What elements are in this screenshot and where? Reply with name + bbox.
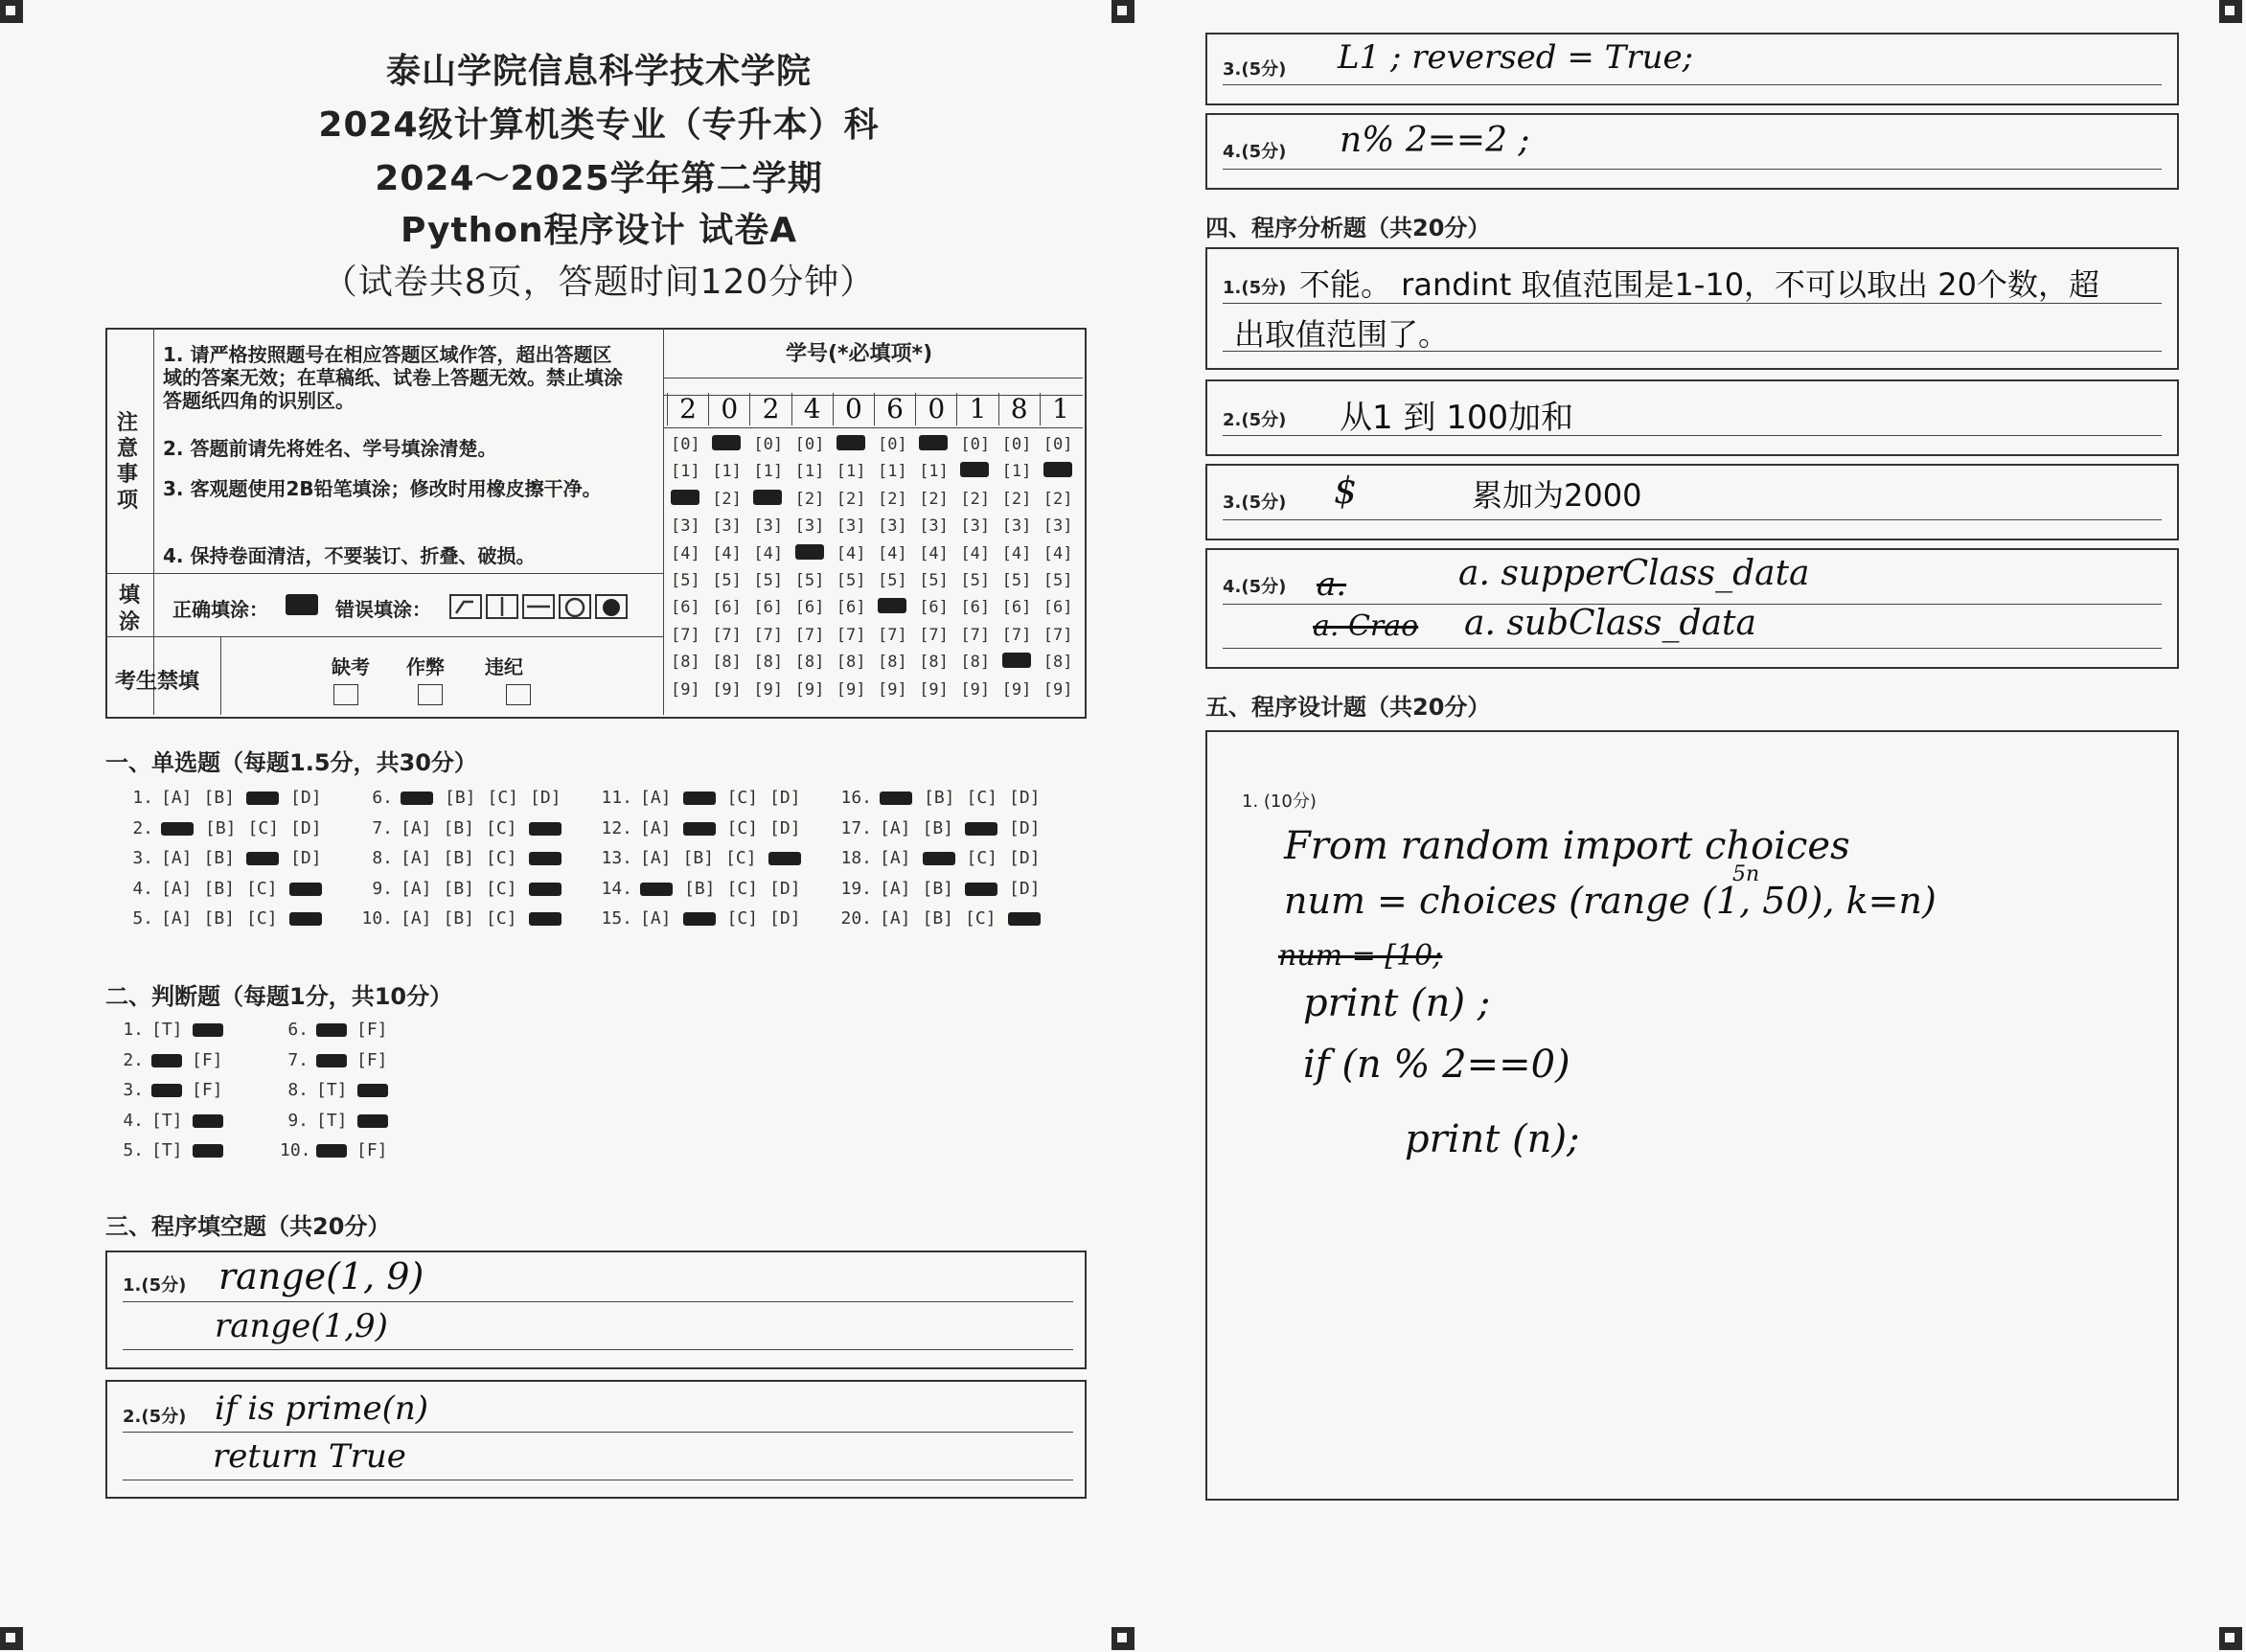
student-id-bubble[interactable]: [7] xyxy=(878,625,907,645)
student-id-bubble[interactable]: [7] xyxy=(753,625,784,645)
tf-question-row[interactable]: 6. [F] xyxy=(287,1020,388,1040)
class-title: 2024级计算机类专业（专升本）科 xyxy=(318,105,880,145)
school-title: 泰山学院信息科学技术学院 xyxy=(385,52,812,91)
analysis-q3-mark: $ xyxy=(1334,470,1358,512)
analysis-q4-struck-1: a. xyxy=(1317,565,1347,604)
design-code-line-1: From random import choices xyxy=(1284,824,1850,868)
student-id-digit: 8 xyxy=(998,393,1040,425)
student-id-bubble[interactable]: [8] xyxy=(836,653,866,673)
student-id-bubble[interactable]: [2] xyxy=(712,489,742,509)
mc-question-row[interactable]: 11. [A] [C] [D] xyxy=(601,788,801,808)
mc-question-row[interactable]: 12. [A] [C] [D] xyxy=(601,817,801,838)
student-id-bubble[interactable]: [5] xyxy=(960,571,991,590)
student-id-bubble[interactable]: [9] xyxy=(1043,679,1073,700)
student-id-label: 学号(*必填项*) xyxy=(786,342,933,366)
student-id-bubble[interactable]: [3] xyxy=(753,516,784,537)
student-id-bubble[interactable]: [6] xyxy=(960,598,991,618)
tf-answer-grid[interactable] xyxy=(115,1020,422,1173)
mc-question-row[interactable]: 4. [A] [B] [C] xyxy=(115,879,333,899)
student-id-bubble[interactable]: [6] xyxy=(794,598,825,618)
student-id-bubble[interactable] xyxy=(795,544,824,564)
student-id-bubble[interactable]: [0] xyxy=(1043,435,1073,454)
student-id-bubble[interactable]: [2] xyxy=(878,489,907,509)
student-id-bubble[interactable]: [0] xyxy=(753,435,784,454)
tf-question-row[interactable]: 3. [F] xyxy=(123,1080,223,1100)
student-id-bubble[interactable]: [9] xyxy=(712,679,742,700)
design-code-line-2: num = choices (range (1, 50), k=n) xyxy=(1284,880,1937,922)
student-id-digit: 0 xyxy=(708,393,749,425)
corner-marker-bottom-right xyxy=(2219,1627,2242,1650)
fill-q3-answer: L1 ; reversed = True; xyxy=(1338,38,1694,77)
student-id-bubble[interactable]: [4] xyxy=(960,543,991,563)
mc-question-row[interactable]: 1. [A] [B] [D] xyxy=(132,788,322,808)
mc-question-row[interactable]: 13. [A] [B] [C] xyxy=(594,848,813,868)
mc-question-row[interactable]: 7. [A] [B] [C] xyxy=(355,818,573,838)
fill-correct-label: 正确填涂： xyxy=(172,598,268,621)
forbid-cheat: 作弊 xyxy=(406,655,445,678)
tf-question-row[interactable]: 9. [T] xyxy=(280,1111,398,1131)
student-id-bubble[interactable]: [5] xyxy=(712,571,742,590)
mc-question-row[interactable]: 2. [B] [C] [D] xyxy=(132,817,322,838)
fill-q3-label: 3.(5分) xyxy=(1223,59,1287,80)
student-id-bubble[interactable]: [6] xyxy=(671,598,700,618)
analysis-q1-answer-1: 不能。 randint 取值范围是1-10，不可以取出 20个数，超 xyxy=(1299,266,2099,303)
student-id-bubble[interactable] xyxy=(1002,653,1031,673)
student-id-bubble[interactable]: [9] xyxy=(1001,679,1032,700)
student-id-bubble[interactable]: [4] xyxy=(919,543,949,563)
notice-label: 注意事项 xyxy=(117,411,139,513)
fill-label: 填涂 xyxy=(119,584,141,634)
notice-1: 1. 请严格按照题号在相应答题区域作答，超出答题区域的答案无效；在草稿纸、试卷上答题无效。禁止填涂答题纸四角的识别区。 xyxy=(163,343,623,412)
fill-section-title: 三、程序填空题（共20分） xyxy=(105,1213,391,1240)
mc-section-title: 一、单选题（每题1.5分，共30分） xyxy=(105,749,477,776)
student-id-bubble[interactable]: [1] xyxy=(919,462,949,482)
fill-q1-answer-1: range(1, 9) xyxy=(218,1255,424,1297)
mc-question-row[interactable]: 5. [A] [B] [C] xyxy=(115,908,333,929)
student-id-digit: 6 xyxy=(874,393,915,425)
mc-question-row[interactable]: 18. [A] [C] [D] xyxy=(840,848,1041,868)
fill-q4-label: 4.(5分) xyxy=(1223,142,1287,162)
student-id-bubble[interactable]: [6] xyxy=(712,598,742,618)
student-id-bubble[interactable]: [5] xyxy=(878,571,907,590)
absent-checkbox[interactable] xyxy=(333,684,358,705)
student-id-bubble[interactable]: [9] xyxy=(836,679,866,700)
semester-title: 2024～2025学年第二学期 xyxy=(375,159,823,198)
design-code-line-3-struck: num = [10; xyxy=(1278,939,1443,973)
student-id-bubble[interactable]: [2] xyxy=(960,489,991,509)
mc-question-row[interactable]: 9. [A] [B] [C] xyxy=(355,879,573,899)
tf-question-row[interactable]: 2. [F] xyxy=(123,1049,223,1070)
student-id-bubble[interactable]: [3] xyxy=(712,516,742,537)
student-id-bubble[interactable] xyxy=(1043,462,1072,482)
mc-question-row[interactable]: 6. [B] [C] [D] xyxy=(372,788,562,808)
student-id-bubble[interactable]: [4] xyxy=(1001,543,1032,563)
student-id-bubble[interactable]: [9] xyxy=(878,679,907,700)
student-id-bubble[interactable]: [7] xyxy=(1043,625,1073,645)
tf-question-row[interactable]: 10. [F] xyxy=(280,1140,388,1160)
student-id-bubble[interactable] xyxy=(960,462,989,482)
analysis-q4-answer-2: a. subClass_data xyxy=(1464,604,1756,643)
student-id-digit: 1 xyxy=(956,393,997,425)
analysis-q2-label: 2.(5分) xyxy=(1223,410,1287,430)
student-id-bubble[interactable]: [4] xyxy=(712,543,742,563)
design-code-line-6: print (n); xyxy=(1405,1117,1580,1161)
tf-question-row[interactable]: 4. [T] xyxy=(115,1111,233,1131)
student-id-bubble[interactable]: [4] xyxy=(836,543,866,563)
student-id-bubble[interactable]: [7] xyxy=(836,625,866,645)
wrong-fill-samples xyxy=(448,592,636,621)
mc-question-row[interactable]: 20. [A] [B] [C] xyxy=(834,908,1052,929)
design-code-line-4: print (n) ; xyxy=(1303,981,1491,1025)
student-id-bubble[interactable]: [9] xyxy=(671,679,700,700)
student-id-bubble[interactable]: [7] xyxy=(960,625,991,645)
student-id-bubble[interactable]: [8] xyxy=(878,653,907,673)
cheat-checkbox[interactable] xyxy=(418,684,443,705)
corner-marker-bottom-middle xyxy=(1112,1627,1134,1650)
fill-q1-label: 1.(5分) xyxy=(123,1275,187,1296)
student-id-bubble[interactable]: [5] xyxy=(753,571,784,590)
student-id-digit: 4 xyxy=(791,393,833,425)
student-id-bubble[interactable]: [2] xyxy=(1001,489,1032,509)
student-id-bubble[interactable]: [6] xyxy=(919,598,949,618)
student-id-bubble[interactable]: [0] xyxy=(794,435,825,454)
tf-question-row[interactable]: 1. [T] xyxy=(115,1020,233,1040)
student-id-bubble[interactable]: [9] xyxy=(960,679,991,700)
notice-2: 2. 答题前请先将姓名、学号填涂清楚。 xyxy=(163,437,497,460)
student-id-bubble[interactable]: [5] xyxy=(1043,571,1073,590)
student-id-bubble[interactable]: [5] xyxy=(794,571,825,590)
student-id-bubble[interactable]: [6] xyxy=(1001,598,1032,618)
student-id-bubble[interactable]: [7] xyxy=(1001,625,1032,645)
mc-question-row[interactable]: 14. [B] [C] [D] xyxy=(601,878,801,899)
corner-marker-top-right xyxy=(2219,0,2242,23)
violation-checkbox[interactable] xyxy=(506,684,531,705)
mc-question-row[interactable]: 17. [A] [B] [D] xyxy=(840,817,1041,838)
student-id-bubble[interactable]: [6] xyxy=(1043,598,1073,618)
mc-question-row[interactable]: 16. [B] [C] [D] xyxy=(840,788,1041,808)
fill-q2-answer-1: if is prime(n) xyxy=(215,1389,429,1428)
student-id-bubble[interactable]: [9] xyxy=(794,679,825,700)
forbid-absent: 缺考 xyxy=(332,655,370,678)
student-id-bubble[interactable]: [8] xyxy=(671,653,700,673)
student-id-bubble[interactable]: [3] xyxy=(1001,516,1032,537)
design-q1-label: 1. (10分) xyxy=(1242,792,1317,812)
student-id-bubble[interactable] xyxy=(837,435,865,455)
exam-info: （试卷共8页，答题时间120分钟） xyxy=(322,263,876,302)
notice-4: 4. 保持卷面清洁，不要装订、折叠、破损。 xyxy=(163,544,536,567)
tf-section-title: 二、判断题（每题1分，共10分） xyxy=(105,983,453,1010)
student-id-bubble[interactable]: [2] xyxy=(794,489,825,509)
student-id-bubble[interactable]: [2] xyxy=(919,489,949,509)
student-id-bubble[interactable]: [6] xyxy=(753,598,784,618)
student-id-digit: 0 xyxy=(833,393,874,425)
student-id-bubble[interactable] xyxy=(878,598,906,618)
fill-q2-answer-2: return True xyxy=(213,1437,406,1476)
corner-marker-top-middle xyxy=(1112,0,1134,23)
tf-question-row[interactable]: 5. [T] xyxy=(115,1140,233,1160)
design-code-insert: 5n xyxy=(1732,862,1760,886)
student-id-bubble[interactable]: [8] xyxy=(960,653,991,673)
student-id-bubble[interactable]: [1] xyxy=(878,462,907,482)
fill-wrong-label: 错误填涂： xyxy=(335,598,431,621)
analysis-q2-answer: 从1 到 100加和 xyxy=(1340,399,1574,437)
analysis-q4-struck-2: a. Crao xyxy=(1313,609,1419,643)
student-id-bubble[interactable]: [4] xyxy=(878,543,907,563)
student-id-digit: 0 xyxy=(915,393,956,425)
fill-q4-answer: n% 2==2 ; xyxy=(1340,121,1530,160)
student-id-bubble[interactable]: [0] xyxy=(878,435,907,454)
student-id-bubble[interactable]: [4] xyxy=(1043,543,1073,563)
student-id-bubble[interactable]: [8] xyxy=(794,653,825,673)
forbid-violation: 违纪 xyxy=(485,655,523,678)
student-id-bubble[interactable]: [8] xyxy=(712,653,742,673)
student-id-bubble[interactable]: [3] xyxy=(919,516,949,537)
student-id-bubble[interactable]: [2] xyxy=(1043,489,1073,509)
analysis-q4-answer-1: a. supperClass_data xyxy=(1458,554,1810,593)
design-code-line-5: if (n % 2==0) xyxy=(1303,1043,1570,1087)
fill-q1-answer-2: range(1,9) xyxy=(215,1307,388,1345)
student-id-bubble[interactable] xyxy=(712,435,741,455)
analysis-q1-label: 1.(5分) xyxy=(1223,278,1287,298)
corner-marker-bottom-left xyxy=(0,1627,23,1650)
student-id-bubble[interactable]: [3] xyxy=(794,516,825,537)
notice-3: 3. 客观题使用2B铅笔填涂；修改时用橡皮擦干净。 xyxy=(163,477,602,500)
student-id-bubble[interactable]: [5] xyxy=(919,571,949,590)
forbid-label: 考生禁填 xyxy=(115,670,200,694)
student-id-bubble[interactable]: [1] xyxy=(794,462,825,482)
student-id-bubble[interactable] xyxy=(919,435,948,455)
student-id-bubble[interactable]: [3] xyxy=(671,516,700,537)
student-id-bubble[interactable] xyxy=(753,490,782,510)
student-id-bubble[interactable] xyxy=(671,490,699,510)
exam-title: Python程序设计 试卷A xyxy=(400,211,798,250)
fill-q2-label: 2.(5分) xyxy=(123,1407,187,1427)
student-id-bubble[interactable]: [1] xyxy=(671,462,700,482)
mc-answer-grid[interactable] xyxy=(115,788,1083,941)
student-id-bubble[interactable]: [4] xyxy=(671,543,700,563)
student-id-bubble[interactable]: [0] xyxy=(960,435,991,454)
student-id-digit: 1 xyxy=(1040,393,1081,425)
student-id-bubble[interactable]: [7] xyxy=(794,625,825,645)
tf-question-row[interactable]: 8. [T] xyxy=(280,1080,398,1100)
student-id-bubble[interactable]: [7] xyxy=(671,625,700,645)
student-id-bubble[interactable]: [3] xyxy=(1043,516,1073,537)
student-id-bubble[interactable]: [5] xyxy=(671,571,700,590)
student-id-bubble[interactable]: [3] xyxy=(836,516,866,537)
student-id-bubble[interactable]: [7] xyxy=(712,625,742,645)
student-id-bubble[interactable]: [4] xyxy=(753,543,784,563)
tf-question-row[interactable]: 7. [F] xyxy=(287,1049,388,1070)
student-id-bubble[interactable]: [9] xyxy=(753,679,784,700)
analysis-section-title: 四、程序分析题（共20分） xyxy=(1205,215,1491,241)
corner-marker-top-left xyxy=(0,0,23,23)
student-id-digit: 2 xyxy=(667,393,708,425)
student-id-bubble[interactable]: [1] xyxy=(712,462,742,482)
student-id-bubble[interactable]: [1] xyxy=(753,462,784,482)
analysis-q4-label: 4.(5分) xyxy=(1223,577,1287,597)
student-id-digit: 2 xyxy=(749,393,791,425)
student-id-bubble[interactable]: [2] xyxy=(836,489,866,509)
analysis-q1-answer-2: 出取值范围了。 xyxy=(1234,316,1450,353)
student-id-bubble[interactable]: [1] xyxy=(836,462,866,482)
student-id-bubble[interactable]: [9] xyxy=(919,679,949,700)
student-id-bubble[interactable]: [6] xyxy=(836,598,866,618)
student-id-bubble[interactable]: [8] xyxy=(919,653,949,673)
mc-question-row[interactable]: 3. [A] [B] [D] xyxy=(132,848,322,868)
mc-question-row[interactable]: 10. [A] [B] [C] xyxy=(355,908,573,929)
student-id-bubble[interactable]: [8] xyxy=(753,653,784,673)
mc-question-row[interactable]: 19. [A] [B] [D] xyxy=(840,878,1041,899)
student-id-bubble[interactable]: [7] xyxy=(919,625,949,645)
analysis-q3-answer: 累加为2000 xyxy=(1472,477,1642,514)
mc-question-row[interactable]: 15. [A] [C] [D] xyxy=(601,908,801,929)
analysis-q3-label: 3.(5分) xyxy=(1223,493,1287,513)
student-id-bubble[interactable]: [8] xyxy=(1043,653,1073,673)
student-id-bubble[interactable]: [1] xyxy=(1001,462,1032,482)
student-id-grid xyxy=(667,395,1081,711)
student-id-bubble[interactable]: [0] xyxy=(671,435,700,454)
student-id-bubble[interactable]: [5] xyxy=(1001,571,1032,590)
correct-fill-sample xyxy=(286,594,318,615)
design-section-title: 五、程序设计题（共20分） xyxy=(1205,694,1491,721)
student-id-bubble[interactable]: [3] xyxy=(960,516,991,537)
mc-question-row[interactable]: 8. [A] [B] [C] xyxy=(355,848,573,868)
student-id-bubble[interactable]: [0] xyxy=(1001,435,1032,454)
student-id-bubble[interactable]: [5] xyxy=(836,571,866,590)
student-id-bubble[interactable]: [3] xyxy=(878,516,907,537)
